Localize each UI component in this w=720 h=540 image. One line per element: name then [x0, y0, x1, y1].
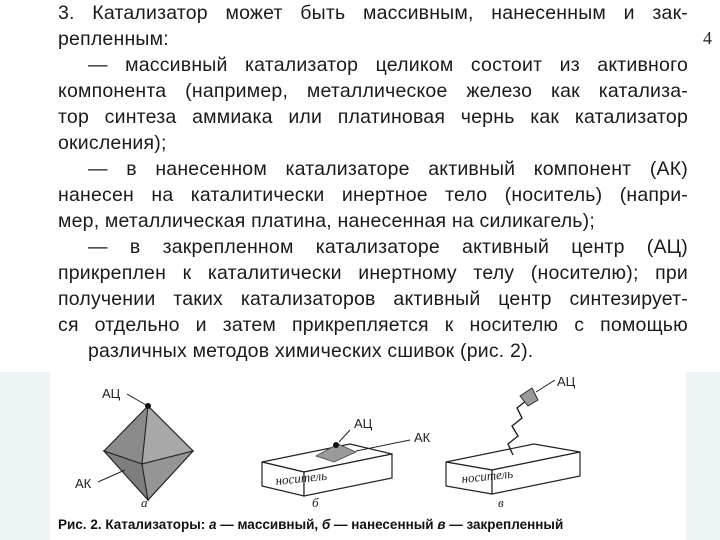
label-b-component: АК — [414, 430, 431, 445]
figure-drawing — [50, 372, 686, 540]
caption-letter-a: а — [208, 517, 217, 532]
text-line: различных методов химических сшивок (рис. 2). — [88, 340, 534, 362]
side-band-right — [686, 372, 720, 540]
text-line: получении таких катализаторов активный центр синтезирует- — [58, 288, 688, 310]
text-line: ся отдельно и затем прикрепляется к носителю с помощью — [58, 314, 688, 336]
label-c-center: АЦ — [557, 374, 576, 389]
text-line: прикреплен к каталитически инертному телу (носителю); при — [58, 262, 688, 284]
text-line: — в закрепленном катализаторе активный центр (АЦ) — [88, 236, 688, 258]
text-line: компонента (например, металлическое железо как катализа- — [58, 80, 688, 102]
label-b-center: АЦ — [354, 416, 373, 431]
caption-a-text: — массивный, — [216, 517, 322, 532]
caption-b-text: — нанесенный — [330, 517, 438, 532]
text-line: окисления); — [58, 132, 167, 154]
letter-a: а — [141, 495, 148, 510]
letter-c: в — [498, 495, 504, 510]
figure-catalysts — [50, 372, 686, 540]
label-a-component: АК — [75, 476, 92, 491]
page-number: 4 — [703, 28, 712, 48]
letter-b: б — [312, 495, 319, 510]
caption-prefix: Рис. 2. Катализаторы: — [58, 517, 209, 532]
label-c-carrier: носитель — [460, 465, 514, 486]
body-text — [58, 0, 688, 364]
text-line: — в нанесенном катализаторе активный компонент (АК) — [88, 158, 688, 180]
text-line: нанесен на каталитически инертное тело (носитель) (напри- — [58, 184, 688, 206]
caption-letter-c: в — [437, 517, 446, 532]
figure-caption — [58, 517, 698, 532]
text-line: тор синтеза аммиака или платиновая чернь как катализатор — [58, 106, 688, 128]
label-a-center: АЦ — [102, 386, 121, 401]
text-line: — массивный катализатор целиком состоит из активного — [88, 54, 688, 76]
side-band-left — [0, 372, 50, 540]
label-b-carrier: носитель — [274, 467, 328, 488]
caption-letter-b: б — [321, 517, 331, 532]
text-line: репленным: — [58, 28, 169, 50]
caption-c-text: — закрепленный — [445, 517, 564, 532]
text-line: мер, металлическая платина, нанесенная на силикагель); — [58, 210, 595, 232]
text-line: 3. Катализатор может быть массивным, нанесенным и зак- — [58, 2, 688, 24]
massive-catalyst-octahedron — [98, 394, 193, 500]
